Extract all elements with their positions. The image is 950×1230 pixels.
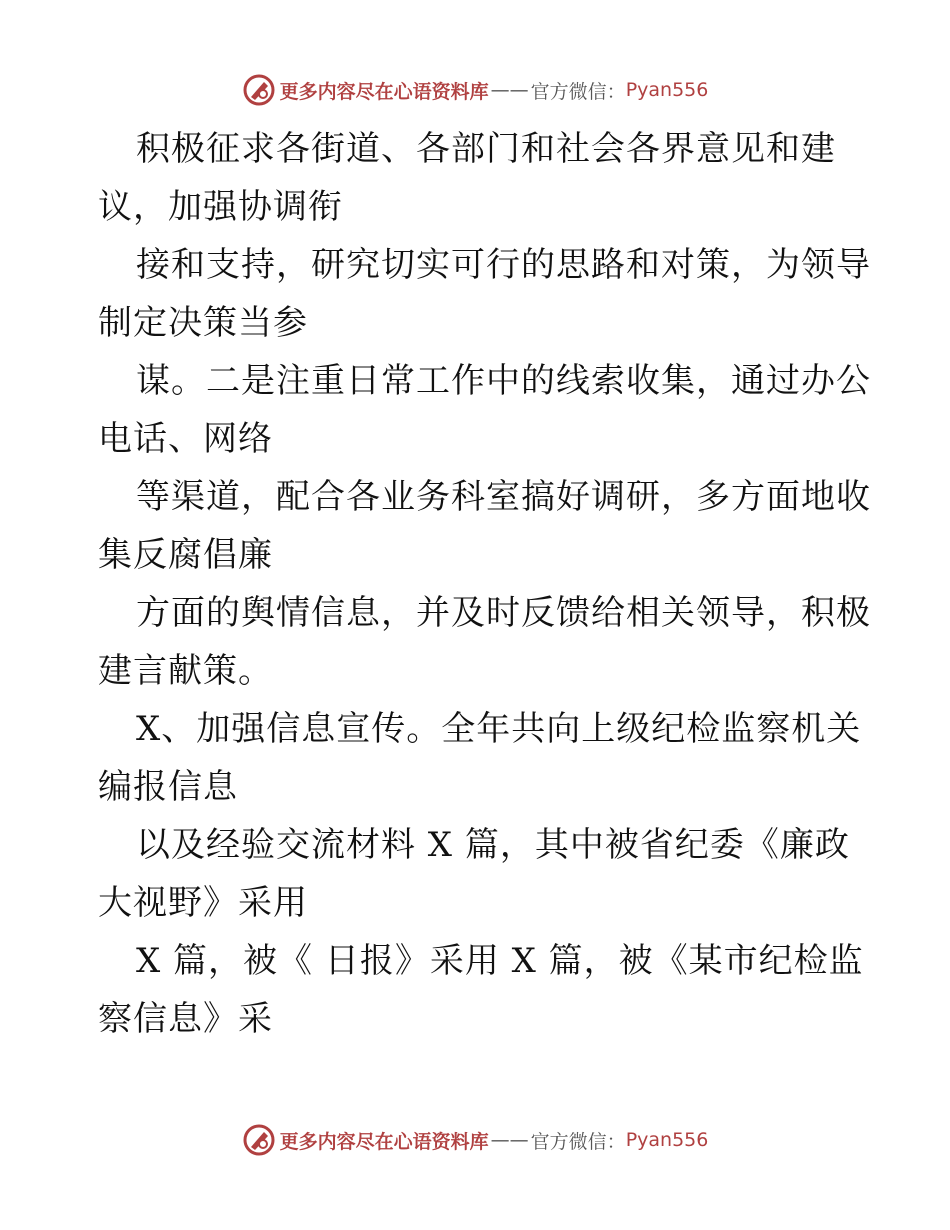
body-line: 建言献策。 bbox=[98, 651, 273, 691]
pen-logo-icon bbox=[242, 73, 276, 107]
footer-watermark bbox=[0, 1120, 950, 1160]
body-line: 等渠道，配合各业务科室搞好调研，多方面地收 bbox=[136, 477, 871, 517]
footer-wechat-label: 官方微信： bbox=[530, 1130, 626, 1153]
body-line: 议，加强协调衔 bbox=[98, 187, 343, 227]
footer-separator: —— bbox=[490, 1129, 529, 1151]
body-line: 制定决策当参 bbox=[98, 303, 308, 343]
body-line: 以及经验交流材料 X 篇，其中被省纪委《廉政 bbox=[136, 825, 850, 865]
body-line: 方面的舆情信息，并及时反馈给相关领导，积极 bbox=[136, 593, 871, 633]
body-line: 察信息》采 bbox=[98, 999, 273, 1039]
header-wechat-handle: Pyan556 bbox=[625, 79, 709, 101]
header-watermark bbox=[0, 70, 950, 110]
pen-logo-icon bbox=[242, 1123, 276, 1157]
header-wechat-label: 官方微信： bbox=[530, 80, 626, 103]
footer-wechat-handle: Pyan556 bbox=[625, 1129, 709, 1151]
document-body bbox=[98, 120, 871, 1048]
body-line: 编报信息 bbox=[98, 767, 238, 807]
body-line: 积极征求各街道、各部门和社会各界意见和建 bbox=[136, 129, 836, 169]
footer-brand-text: 更多内容尽在心语资料库 bbox=[279, 1130, 489, 1153]
body-line: 大视野》采用 bbox=[98, 883, 308, 923]
body-line: 电话、网络 bbox=[98, 419, 273, 459]
header-separator: —— bbox=[490, 79, 529, 101]
body-line: X 篇，被《 日报》采用 X 篇，被《某市纪检监 bbox=[136, 941, 864, 981]
header-brand-text: 更多内容尽在心语资料库 bbox=[279, 80, 489, 103]
body-line: 谋。二是注重日常工作中的线索收集，通过办公 bbox=[136, 361, 871, 401]
body-line: 接和支持，研究切实可行的思路和对策，为领导 bbox=[136, 245, 871, 285]
body-line: 集反腐倡廉 bbox=[98, 535, 273, 575]
body-line: X、加强信息宣传。全年共向上级纪检监察机关 bbox=[136, 709, 862, 749]
